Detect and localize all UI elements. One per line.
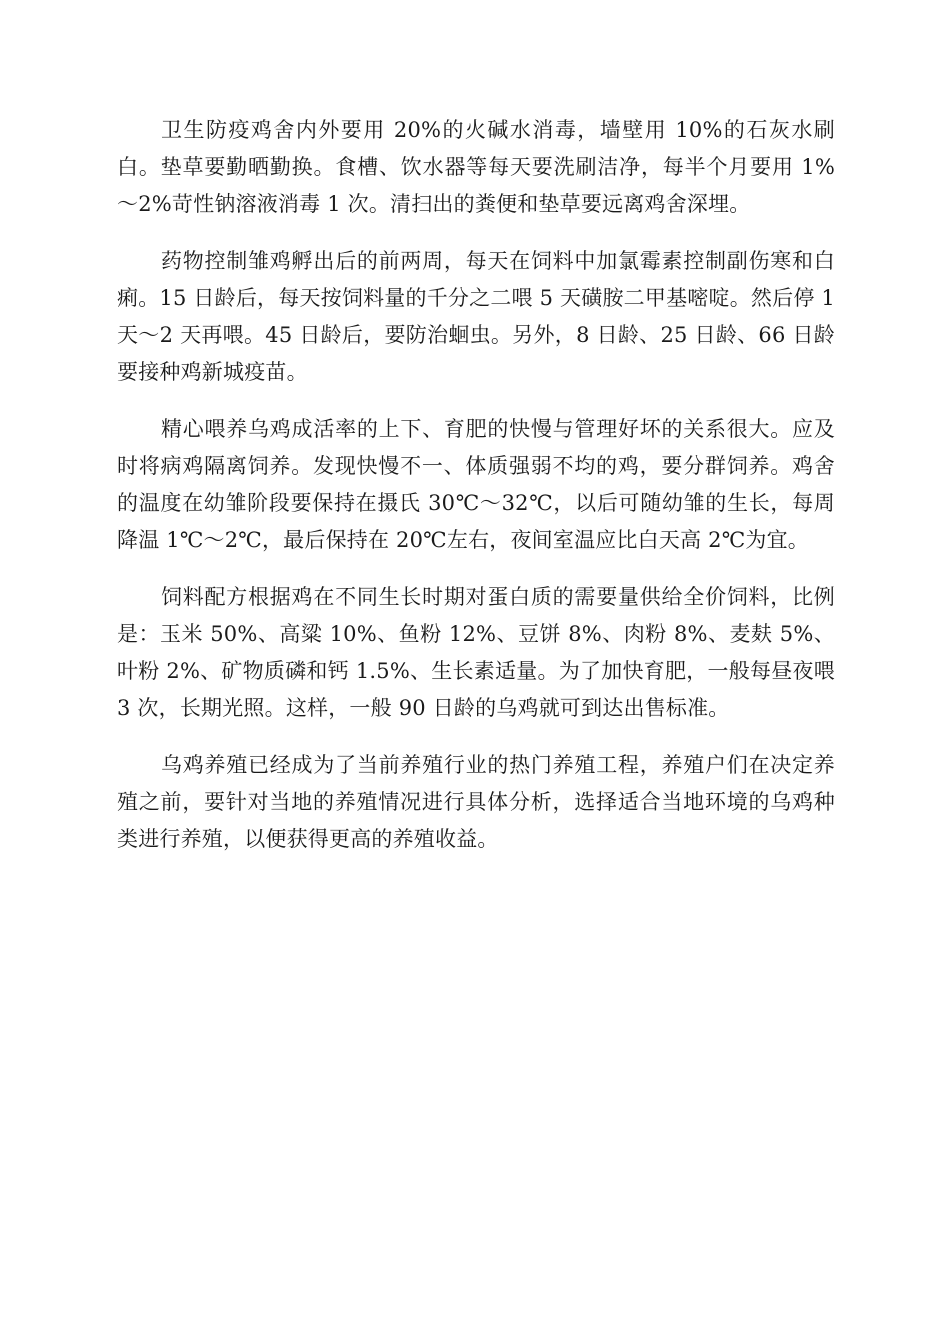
paragraph-conclusion: 乌鸡养殖已经成为了当前养殖行业的热门养殖工程，养殖户们在决定养殖之前，要针对当地的养殖情况进行具体分析，选择适合当地环境的乌鸡种类进行养殖，以便获得更高的养殖收益。 bbox=[117, 753, 835, 851]
paragraph-drug-control: 药物控制雏鸡孵出后的前两周，每天在饲料中加氯霉素控制副伤寒和白痢。15 日龄后，每天按饲料量的千分之二喂 5 天磺胺二甲基嘧啶。然后停 1 天～2 天再喂。45 日龄后，要防治蛔虫。另外，8 日龄、25 日龄、66 日龄要接种鸡新城疫苗。 bbox=[117, 249, 835, 384]
document-body bbox=[117, 112, 835, 878]
paragraph-careful-feeding: 精心喂养乌鸡成活率的上下、育肥的快慢与管理好坏的关系很大。应及时将病鸡隔离饲养。发现快慢不一、体质强弱不均的鸡，要分群饲养。鸡舍的温度在幼雏阶段要保持在摄氏 30℃～32℃，以后可随幼雏的生长，每周降温 1℃～2℃，最后保持在 20℃左右，夜间室温应比白天高 2℃为宜。 bbox=[117, 417, 835, 552]
paragraph-feed-formula: 饲料配方根据鸡在不同生长时期对蛋白质的需要量供给全价饲料，比例是：玉米 50%、高粱 10%、鱼粉 12%、豆饼 8%、肉粉 8%、麦麸 5%、叶粉 2%、矿物质磷和钙 1.5%、生长素适量。为了加快育肥，一般每昼夜喂 3 次，长期光照。这样，一般 90 日龄的乌鸡就可到达出售标准。 bbox=[117, 585, 835, 720]
paragraph-disinfection: 卫生防疫鸡舍内外要用 20%的火碱水消毒，墙壁用 10%的石灰水刷白。垫草要勤晒勤换。食槽、饮水器等每天要洗刷洁净，每半个月要用 1%～2%苛性钠溶液消毒 1 次。清扫出的粪便和垫草要远离鸡舍深埋。 bbox=[117, 118, 835, 216]
